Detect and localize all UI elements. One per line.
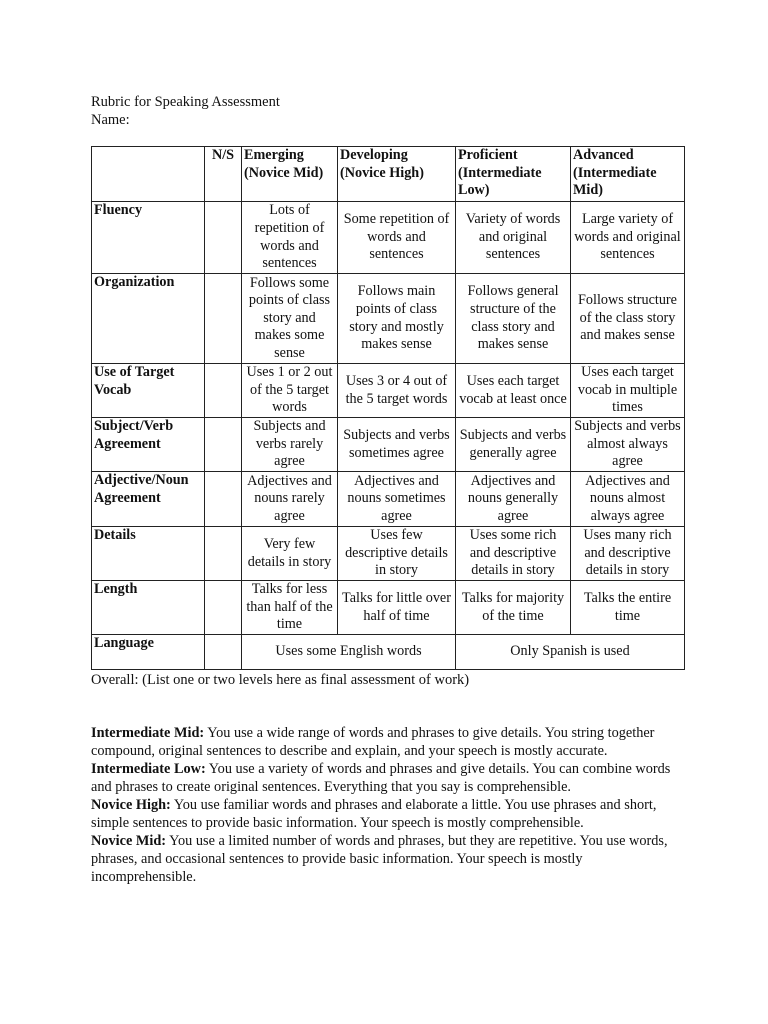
language-row (92, 635, 685, 670)
description-novice-mid (91, 832, 681, 886)
ns-cell (205, 527, 242, 581)
name-label: Name: (91, 112, 130, 128)
rubric-cell: Uses 1 or 2 out of the 5 target words (242, 364, 338, 418)
document-title: Rubric for Speaking Assessment (91, 94, 280, 110)
table-row (92, 202, 685, 274)
rubric-cell: Adjectives and nouns generally agree (456, 472, 571, 527)
rubric-cell: Lots of repetition of words and sentences (242, 202, 338, 274)
rubric-cell: Uses 3 or 4 out of the 5 target words (338, 364, 456, 418)
language-spanish-cell: Only Spanish is used (456, 635, 685, 670)
rubric-cell: Talks for little over half of time (338, 581, 456, 635)
ns-cell (205, 202, 242, 274)
header-advanced: Advanced (Intermediate Mid) (571, 147, 685, 202)
rubric-cell: Subjects and verbs rarely agree (242, 418, 338, 472)
document-heading (91, 93, 280, 129)
ns-cell (205, 364, 242, 418)
table-row (92, 274, 685, 364)
header-emerging: Emerging (Novice Mid) (242, 147, 338, 202)
rubric-cell: Talks the entire time (571, 581, 685, 635)
rubric-cell: Adjectives and nouns sometimes agree (338, 472, 456, 527)
rubric-cell: Adjectives and nouns rarely agree (242, 472, 338, 527)
description-novice-high (91, 796, 681, 832)
rubric-cell: Uses many rich and descriptive details in story (571, 527, 685, 581)
table-row (92, 472, 685, 527)
level-label: Intermediate Mid: (91, 725, 205, 741)
language-english-cell: Uses some English words (242, 635, 456, 670)
criterion-organization: Organization (92, 274, 205, 364)
level-text: You use familiar words and phrases and elaborate a little. You use phrases and short, simple sentences to provide basic information. Your speech is mostly comprehensible. (91, 797, 657, 831)
level-descriptions (91, 724, 681, 886)
level-text: You use a limited number of words and phrases, but they are repetitive. You use words, phrases, and occasional sentences to provide basic information. Your speech is mostly incomprehensible. (91, 833, 668, 885)
level-label: Novice High: (91, 797, 171, 813)
rubric-cell: Follows structure of the class story and makes sense (571, 274, 685, 364)
rubric-cell: Follows some points of class story and makes some sense (242, 274, 338, 364)
criterion-fluency: Fluency (92, 202, 205, 274)
rubric-cell: Some repetition of words and sentences (338, 202, 456, 274)
level-text: You use a variety of words and phrases and give details. You can combine words and phrases to create original sentences. Everything that you say is comprehensible. (91, 761, 671, 795)
rubric-table (91, 146, 685, 670)
description-intermediate-mid (91, 724, 681, 760)
ns-cell (205, 274, 242, 364)
rubric-cell: Uses each target vocab at least once (456, 364, 571, 418)
ns-cell (205, 635, 242, 670)
level-text: You use a wide range of words and phrases to give details. You string together compound, original sentences to describe and explain, and your speech is mostly accurate. (91, 725, 655, 759)
header-ns: N/S (205, 147, 242, 202)
rubric-cell: Talks for less than half of the time (242, 581, 338, 635)
criterion-length: Length (92, 581, 205, 635)
ns-cell (205, 418, 242, 472)
rubric-cell: Uses some rich and descriptive details in story (456, 527, 571, 581)
table-row (92, 527, 685, 581)
table-row (92, 418, 685, 472)
corner-cell (92, 147, 205, 202)
level-label: Novice Mid: (91, 833, 167, 849)
rubric-cell: Follows general structure of the class story and makes sense (456, 274, 571, 364)
ns-cell (205, 581, 242, 635)
rubric-cell: Variety of words and original sentences (456, 202, 571, 274)
table-row (92, 581, 685, 635)
rubric-cell: Talks for majority of the time (456, 581, 571, 635)
criterion-adjective-noun: Adjective/Noun Agreement (92, 472, 205, 527)
header-row (92, 147, 685, 202)
level-label: Intermediate Low: (91, 761, 206, 777)
criterion-details: Details (92, 527, 205, 581)
header-proficient: Proficient (Intermediate Low) (456, 147, 571, 202)
rubric-cell: Very few details in story (242, 527, 338, 581)
overall-instruction: Overall: (List one or two levels here as final assessment of work) (91, 672, 470, 688)
description-intermediate-low (91, 760, 681, 796)
ns-cell (205, 472, 242, 527)
header-developing: Developing (Novice High) (338, 147, 456, 202)
rubric-cell: Uses each target vocab in multiple times (571, 364, 685, 418)
rubric-cell: Subjects and verbs sometimes agree (338, 418, 456, 472)
rubric-cell: Large variety of words and original sentences (571, 202, 685, 274)
rubric-cell: Follows main points of class story and mostly makes sense (338, 274, 456, 364)
rubric-cell: Uses few descriptive details in story (338, 527, 456, 581)
criterion-subject-verb: Subject/Verb Agreement (92, 418, 205, 472)
rubric-cell: Subjects and verbs almost always agree (571, 418, 685, 472)
rubric-cell: Adjectives and nouns almost always agree (571, 472, 685, 527)
criterion-target-vocab: Use of Target Vocab (92, 364, 205, 418)
rubric-cell: Subjects and verbs generally agree (456, 418, 571, 472)
table-row (92, 364, 685, 418)
criterion-language: Language (92, 635, 205, 670)
